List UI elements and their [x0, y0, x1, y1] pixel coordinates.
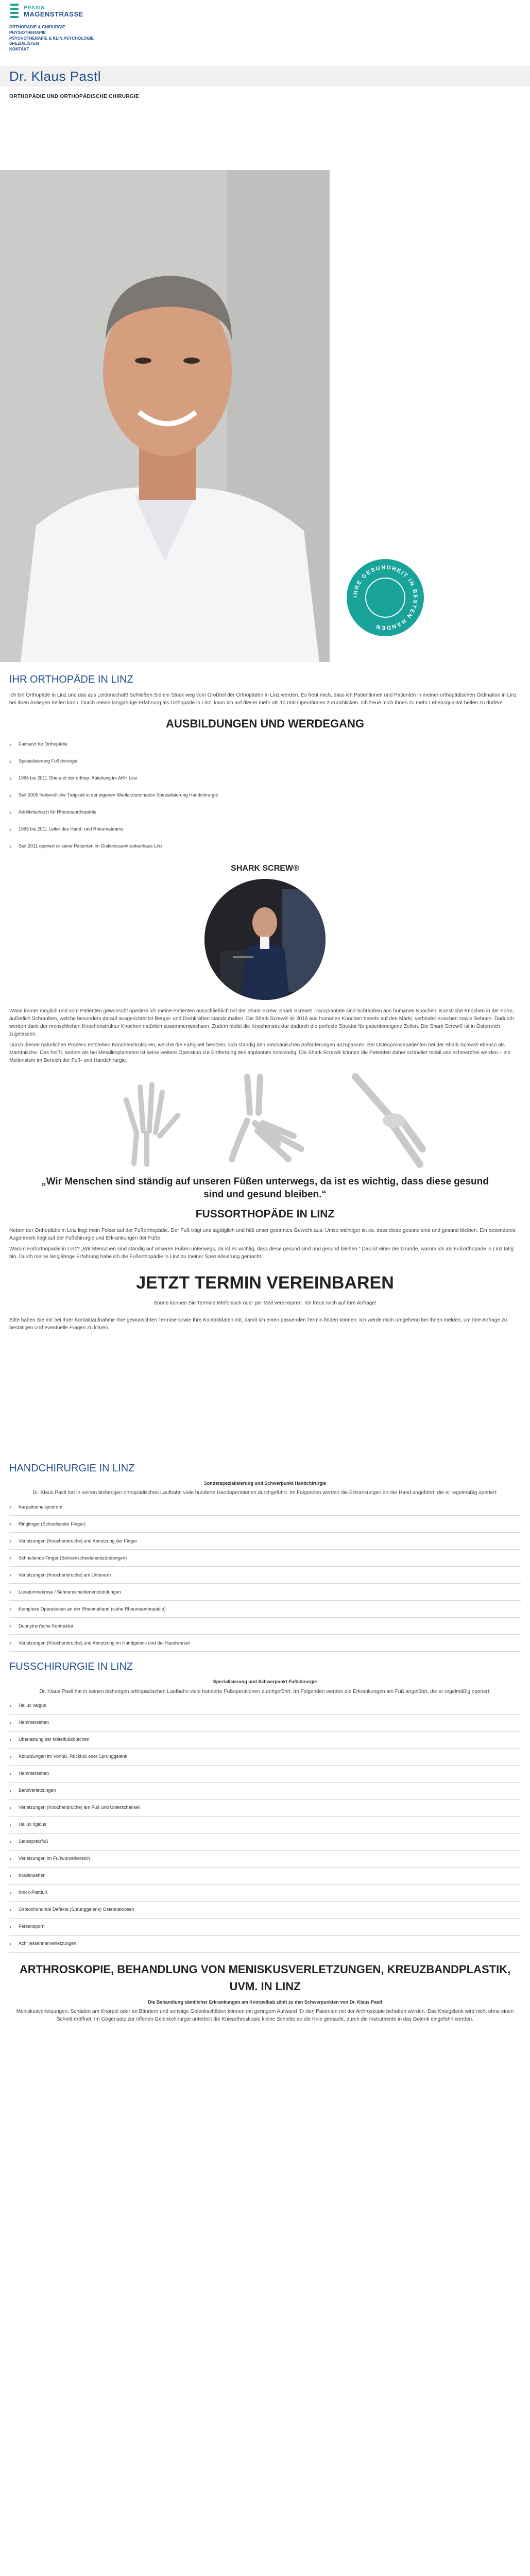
list-item[interactable]: › Fersensporn: [9, 1919, 521, 1936]
arthroskopie-text: Meniskusverletzungen, Schäden am Knorpel oder an Bändern und sonstige Gelenkschäden können mit geringem Aufwand für den Patienten mit der Arthroskopie behoben werden. Das Kniegelenk wird nicht ohne einen Schnitt eröffnet. Im Gegensatz zur offenen Gelenkchirurgie unterteilt die Kniearthroskopie kleine Schnitte an die Knie gemacht, durch die Instrumente in das Gelenk eingeführt werden.: [16, 2009, 514, 2023]
knee-bones-illustration: [335, 1072, 433, 1170]
page-title-bar: [0, 66, 530, 87]
nav-item-spezialisten[interactable]: SPEZIALISTEN: [9, 41, 39, 46]
list-item[interactable]: › Komplexe Operationen an der Rheumahand (siehe Rheumaorthopädie): [9, 1601, 521, 1618]
appointment-text: Bitte haben Sie mir bei Ihrer Kontaktaufnahme Ihre gewünschten Termine sowie Ihre Kontaktdaten mit, damit ich einen passenden Termin finden können. Ich werde mich umgehend bei Ihnen melden, um Ihre Anfrage zu bestätigen und eventuelle Fragen zu klären.: [9, 1317, 507, 1331]
appointment-heading: JETZT TERMIN VEREINBAREN: [136, 1273, 394, 1293]
hand-bones-illustration: [98, 1072, 196, 1170]
chevron-right-icon: ›: [9, 843, 11, 850]
orthopaede-intro: Ich bin Orthopäde in Linz und das aus Leidenschaft! Schließen Sie ein Stück weg vom Großteil der Orthopäden in Linz werden. Es freut mich, dass ich Patientinnen und Patienten in meiner orthopädischen Ordination in Linz bei ihren Anliegen helfen kann. Durch meine langjährige Erfahrung als Orthopäde in Linz, kann ich auf dieser mehr als 10.000 Operationen zurückblicken. Ich freue mich Ihnen zu mehr Lebensqualität helfen zu dürfen!: [9, 692, 517, 706]
list-item[interactable]: › Überlastung der Mittelfußköpfchen: [9, 1732, 521, 1749]
appointment-subtext: Sonne können Sie Termine telefonisch oder per Mail vereinbaren. Ich freue mich auf Ihre Anfrage!: [153, 1300, 377, 1306]
chevron-right-icon: ›: [9, 1719, 11, 1726]
chevron-right-icon: ›: [9, 1537, 11, 1545]
main-nav: [9, 25, 530, 53]
list-item[interactable]: › Hallux rigidus: [9, 1817, 521, 1834]
list-item[interactable]: › Seit 2005 freiberufliche Tätigkeit in der eigenen Wahlarztordination Spezialisierung Handchirurgie: [9, 787, 521, 804]
section-heading-handchirurgie: HANDCHIRURGIE IN LINZ: [9, 1462, 135, 1474]
orthopaede-section: [0, 672, 530, 855]
chevron-right-icon: ›: [9, 1736, 11, 1743]
list-item[interactable]: › Verletzungen (Knochenbrüche) am Unterarm: [9, 1567, 521, 1584]
shark-screw-text-2: Durch diesen natürlichen Prozess entstehen Knochenstrukturen, welche die Fähigkeit besitzen, sich ständig den mechanischen Anforderungen anzupassen. Bei Osteoporosepatienten bei der Shark Screw® ebenso als Marktnische. Das heißt, anders als bei Metallimplantaten ist keine weitere Operation zur Entfernung des Implantats notwendig. Die Shark Screw® können die Patienten daher schneller mobil und schmerzfrei werden – ein Meilenstein im Bereich der Fuß- und Handchirurgie.: [9, 1042, 510, 1063]
chevron-right-icon: ›: [9, 1753, 11, 1760]
chevron-right-icon: ›: [9, 1554, 11, 1562]
list-item[interactable]: › Karpaltunnelsyndrom: [9, 1499, 521, 1516]
section-heading-fussorthopaede: FUSSORTHOPÄDE IN LINZ: [195, 1208, 335, 1221]
shark-screw-heading: SHARK SCREW®: [231, 864, 299, 873]
fusschirurgie-text: Dr. Klaus Pastl hat in seinen bisherigen orthopädischen Laufbahn viele hunderte Fußoperationen durchgeführt. Im Folgenden werden die Erkrankungen am Fuß angeführt, die er regelmäßig operiert:: [39, 1688, 491, 1694]
list-item[interactable]: › Seit 2011 operiert er seine Patienten im Diakonissenkrankenhaus Linz: [9, 838, 521, 855]
list-item[interactable]: › Abnutzungen im Vorfuß, Rückfuß oder Sprunggelenk: [9, 1749, 521, 1766]
nav-item-psychotherapie[interactable]: PSYCHOTHERAPIE & KLIN.PSYCHOLOGIE: [9, 36, 94, 41]
list-item[interactable]: › Facharzt für Orthopädie: [9, 736, 521, 753]
list-item[interactable]: › Hammerzehen: [9, 1766, 521, 1783]
section-heading-arthroskopie: ARTHROSKOPIE, BEHANDLUNG VON MENISKUSVERLETZUNGEN, KREUZBANDPLASTIK, UVM. IN LINZ: [19, 1962, 511, 1993]
list-item[interactable]: › Verletzungen im Fußwurzelbereich: [9, 1851, 521, 1868]
list-item[interactable]: › Achillessehnenverletzungen: [9, 1936, 521, 1953]
list-item[interactable]: › Verletzungen (Knochenbrüche) und Abnutzung im Handgelenk und der Handwurzel: [9, 1635, 521, 1652]
logo-mark-icon: [9, 2, 20, 22]
foot-bones-illustration: [216, 1072, 314, 1170]
cv-list: [9, 736, 521, 855]
chevron-right-icon: ›: [9, 758, 11, 765]
chevron-right-icon: ›: [9, 1588, 11, 1596]
logo-line-1: PRAXIS: [24, 5, 45, 11]
chevron-right-icon: ›: [9, 1855, 11, 1862]
section-heading-cv: AUSBILDUNGEN UND WERDEGANG: [166, 717, 364, 730]
chevron-right-icon: ›: [9, 1838, 11, 1845]
chevron-right-icon: ›: [9, 775, 11, 782]
page-subtitle: ORTHOPÄDIE UND ORTHOPÄDISCHE CHIRURGIE: [9, 94, 139, 99]
list-item[interactable]: › Hallux valgus: [9, 1698, 521, 1715]
list-item[interactable]: › Osteochondrale Defekte (Sprunggelenk) Osteonekrosen: [9, 1902, 521, 1919]
logo-line-2: MAGENSTRASSE: [24, 10, 83, 19]
health-badge: [347, 559, 424, 636]
list-item[interactable]: › Spezialisierung Fußchirurgie: [9, 753, 521, 770]
list-item[interactable]: › 1996 bis 2011 Oberarzt der orthop. Abteilung im AKH Linz: [9, 770, 521, 787]
chevron-right-icon: ›: [9, 1702, 11, 1709]
list-item[interactable]: › Hammerzehen: [9, 1715, 521, 1732]
arthroskopie-subheading: Die Behandlung sämtlicher Erkrankungen am Knorpelbab zählt zu den Schwerpunkten von Dr. Klaus Pastl: [148, 1999, 382, 2005]
doctor-portrait: [0, 170, 330, 662]
chevron-right-icon: ›: [9, 1821, 11, 1828]
chevron-right-icon: ›: [9, 1503, 11, 1511]
chevron-right-icon: ›: [9, 1889, 11, 1896]
fusschirurgie-subheading: Spezialisierung und Schwerpunkt Fußchirurgie: [213, 1679, 317, 1685]
praxis-logo[interactable]: [9, 0, 530, 24]
shark-screw-section: [0, 862, 530, 1332]
shark-screw-text-1: Wann immer möglich und vom Patienten gewünscht operiere ich meine Patienten ausschließlich mit der Shark Screw. Shark Screw® Transplantate sind Schrauben aus humanen Knochen. Künstliche Knochen in der Form, äußerlich Schrauben, welche besonders darauf ausgerichtet ist Beuge- und Drehkräften standzuhalten. Die Shark Screw® ist 2016 aus humanen Knochen bereits auf den Markt, verbindet Knochen sowie Sehnen. Dadurch werden dank der menschlichen Knochenstruktur Knochen natürlich zusammenwachsen. Zudem bleibt die Knochenstruktur dadurch die perfekte Struktur für patienteneigene Zellen. Die Shark Screw® ist in Österreich zugelassen.: [9, 1008, 514, 1037]
list-item[interactable]: › 1996 bis 2011 Leiter des Hand- und Rheumateams: [9, 821, 521, 838]
nav-item-kontakt[interactable]: KONTAKT: [9, 47, 29, 52]
chevron-right-icon: ›: [9, 1872, 11, 1879]
nav-item-physiotherapie[interactable]: PHYSIOTHERAPIE: [9, 30, 46, 35]
chevron-right-icon: ›: [9, 826, 11, 833]
list-item[interactable]: › Additivfacharzt für Rheumaorthopädie: [9, 804, 521, 821]
arthroskopie-section: [0, 1961, 530, 2024]
list-item[interactable]: › Verletzungen (Knochenbrüche) am Fuß und Unterschenkel: [9, 1800, 521, 1817]
chevron-right-icon: ›: [9, 1804, 11, 1811]
list-item[interactable]: › Schnellende Finger (Sehnenscheidenentzündungen): [9, 1550, 521, 1567]
lecture-photo: [204, 879, 326, 1000]
chevron-right-icon: ›: [9, 741, 11, 748]
chevron-right-icon: ›: [9, 1605, 11, 1613]
list-item[interactable]: › Ringfinger (Schnellender Finger): [9, 1516, 521, 1533]
section-heading-orthopaede: IHR ORTHOPÄDE IN LINZ: [9, 674, 133, 685]
nav-item-orthopaedie[interactable]: ORTHOPÄDIE & CHIRURGIE: [9, 25, 65, 29]
appointment-form-space: [0, 1335, 530, 1453]
chevron-right-icon: ›: [9, 809, 11, 816]
handchirurgie-list: [9, 1499, 521, 1652]
chevron-right-icon: ›: [9, 1923, 11, 1930]
chevron-right-icon: ›: [9, 1520, 11, 1528]
chevron-right-icon: ›: [9, 1622, 11, 1630]
chevron-right-icon: ›: [9, 792, 11, 799]
list-item[interactable]: › Lunatumnekrose / Sehnenscheidenentzündungen: [9, 1584, 521, 1601]
feet-quote: „Wir Menschen sind ständig auf unseren Füßen unterwegs, da ist es wichtig, dass diese gesund sind und gesund bleiben.“: [41, 1176, 489, 1200]
chevron-right-icon: ›: [9, 1639, 11, 1647]
list-item[interactable]: › Senkspreizfuß: [9, 1834, 521, 1851]
page-title: Dr. Klaus Pastl: [9, 68, 101, 84]
handchirurgie-section: [0, 1461, 530, 1652]
fussorthopaede-text-2: Warum Fußorthopädie in Linz? „Wir Menschen sind ständig auf unseren Füßen unterwegs, da ist es wichtig, dass diese gesund sind und gesund bleiben.“ Das ist einer der Gründe, warum ich als Fußorthopäde in Linz tätig bin. Durch meine langjährige Erfahrung habe ich die Fußorthopädie in Linz zu meiner Spezialisierung gemacht.: [9, 1246, 514, 1260]
chevron-right-icon: ›: [9, 1940, 11, 1947]
list-item[interactable]: › Bandverletzungen: [9, 1783, 521, 1800]
svg-text:IHRE GESUNDHEIT IN BESTEN HÄND: [352, 565, 418, 631]
list-item[interactable]: › Krallenzehen: [9, 1868, 521, 1885]
chevron-right-icon: ›: [9, 1571, 11, 1579]
list-item[interactable]: › Verletzungen (Knochenbrüche) und Abnutzung der Finger: [9, 1533, 521, 1550]
hero-section: [0, 108, 530, 665]
fusschirurgie-section: [0, 1659, 530, 1953]
fussorthopaede-text-1: Neben der Orthopädie in Linz liegt mein Fokus auf der Fußorthopädie. Der Fuß trägt uns tagtäglich und hält unser gesamtes Gewicht aus. Umso wichtiger ist es, dass diese gesund sind und gesund bleiben. Ein besonderes Augenmerk liegt auf der Fußchirurgie und Erkrankungen der Füße.: [9, 1227, 516, 1241]
badge-text: IHRE GESUNDHEIT IN BESTEN HÄNDEN: [352, 564, 419, 631]
list-item[interactable]: › Dupuytren'sche Kontraktur: [9, 1618, 521, 1635]
chevron-right-icon: ›: [9, 1770, 11, 1777]
chevron-right-icon: ›: [9, 1787, 11, 1794]
site-header: [0, 0, 530, 103]
chevron-right-icon: ›: [9, 1906, 11, 1913]
handchirurgie-text: Dr. Klaus Pastl hat in seinen bisherigen orthopädischen Laufbahn viele hunderte Handoperationen durchgeführt. Im Folgenden werden die Erkrankungen an der Hand angeführt, die er regelmäßig operiert:: [32, 1490, 498, 1496]
bone-illustrations: [9, 1072, 521, 1170]
section-heading-fusschirurgie: FUSSCHIRURGIE IN LINZ: [9, 1661, 133, 1673]
fusschirurgie-list: [9, 1698, 521, 1953]
handchirurgie-subheading: Sonderspezialisierung und Schwerpunkt Handchirurgie: [203, 1480, 327, 1486]
list-item[interactable]: › Knick-Plattfuß: [9, 1885, 521, 1902]
